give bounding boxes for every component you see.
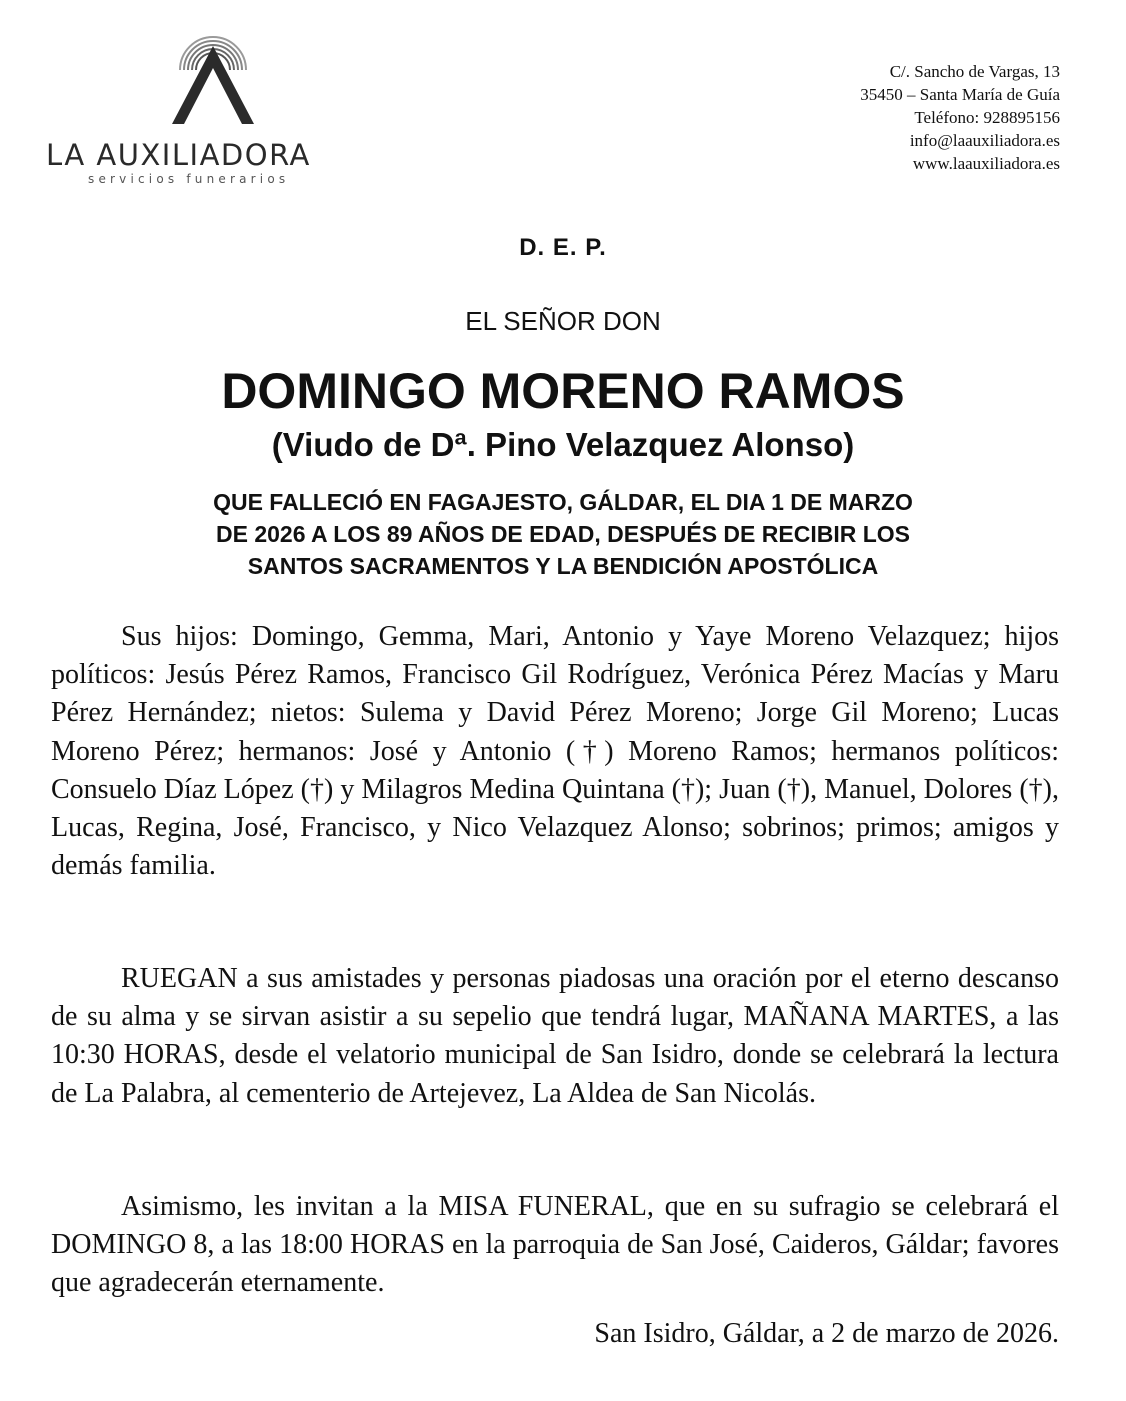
place-date-signoff: San Isidro, Gáldar, a 2 de marzo de 2026. <box>594 1318 1059 1349</box>
family-paragraph: Sus hijos: Domingo, Gemma, Mari, Antonio y Yaye Moreno Velazquez; hijos políticos: Jesús Pérez Ramos, Francisco Gil Rodríguez, Verónica Pérez Macías y Maru Pérez Hernández; nietos: Sulema y David Pérez Moreno; Jorge Gil Moreno; Lucas Moreno Pérez; hermanos: José y Antonio (†) Moreno Ramos; hermanos políticos: Consuelo Díaz López (†) y Milagros Medina Quintana (†); Juan (†), Manuel, Dolores (†), Lucas, Regina, José, Francisco, y Nico Velazquez Alonso; sobrinos; primos; amigos y demás familia. <box>51 621 1059 882</box>
title-line: EL SEÑOR DON <box>465 306 661 336</box>
deceased-name: DOMINGO MORENO RAMOS <box>221 363 905 419</box>
contact-block <box>860 60 1060 175</box>
arch-a-logo-icon <box>158 30 268 130</box>
company-logo <box>40 30 370 190</box>
burial-paragraph: RUEGAN a sus amistades y personas piadosas una oración por el eterno descanso de su alma y se sirvan asistir a su sepelio que tendrá lugar, MAÑANA MARTES, a las 10:30 HORAS, desde el velatorio municipal de San Isidro, donde se celebrará la lectura de La Palabra, al cementerio de Artejevez, La Aldea de San Nicolás. <box>51 963 1059 1109</box>
contact-city: 35450 – Santa María de Guía <box>860 85 1060 104</box>
death-line: DE 2026 A LOS 89 AÑOS DE EDAD, DESPUÉS DE RECIBIR LOS <box>216 521 910 547</box>
contact-phone: Teléfono: 928895156 <box>914 108 1060 127</box>
logo-name: LA AUXILIADORA <box>46 138 311 172</box>
death-statement <box>0 486 1126 582</box>
contact-web: www.laauxiliadora.es <box>912 154 1060 173</box>
contact-address: C/. Sancho de Vargas, 13 <box>889 62 1060 81</box>
mass-paragraph: Asimismo, les invitan a la MISA FUNERAL, que en su sufragio se celebrará el DOMINGO 8, a las 18:00 HORAS en la parroquia de San José, Caideros, Gáldar; favores que agradecerán eternamente. <box>51 1191 1059 1299</box>
widow-line: (Viudo de Dª. Pino Velazquez Alonso) <box>271 426 855 463</box>
logo-subtitle: servicios funerarios <box>88 172 290 186</box>
dep-heading: D. E. P. <box>519 234 607 261</box>
contact-email: info@laauxiliadora.es <box>909 131 1060 150</box>
death-line: SANTOS SACRAMENTOS Y LA BENDICIÓN APOSTÓLICA <box>247 553 879 579</box>
death-line: QUE FALLECIÓ EN FAGAJESTO, GÁLDAR, EL DIA 1 DE MARZO <box>213 489 913 515</box>
